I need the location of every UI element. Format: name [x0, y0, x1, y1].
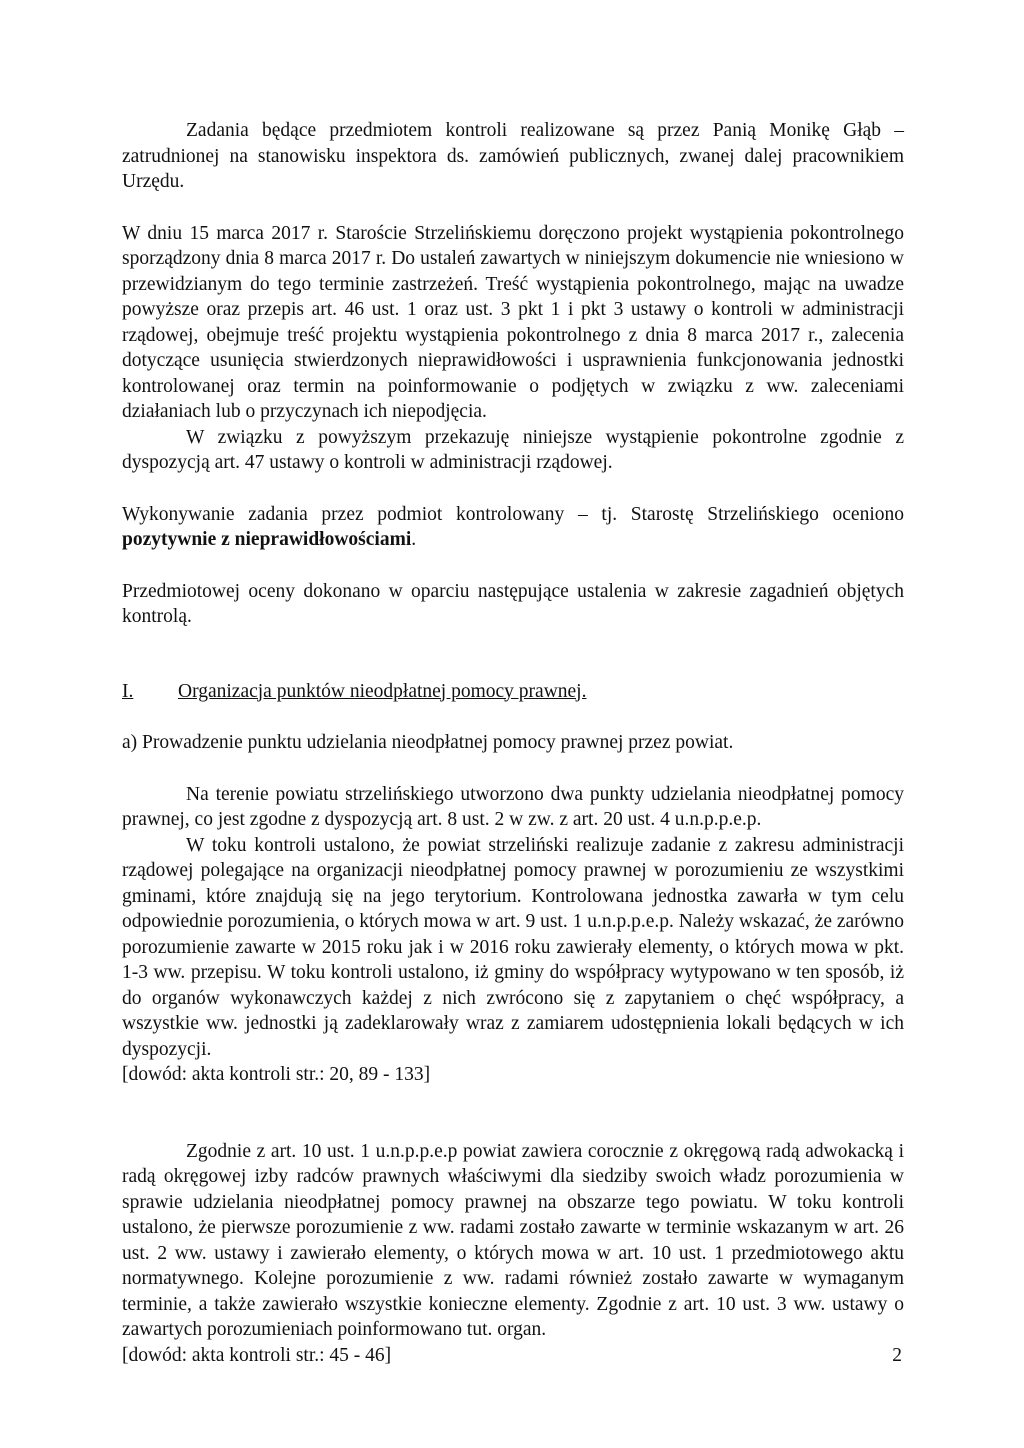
section-title: Organizacja punktów nieodpłatnej pomocy prawnej.: [178, 680, 587, 702]
paragraph-basis: Przedmiotowej oceny dokonano w oparciu następujące ustalenia w zakresie zagadnień objętych kontrolą.: [122, 580, 904, 627]
paragraph-inspector: Zadania będące przedmiotem kontroli realizowane są przez Panią Monikę Głąb – zatrudnionej na stanowisku inspektora ds. zamówień publicznych, zwanej dalej pracownikiem Urzędu.: [122, 120, 904, 192]
evidence-citation-2: [dowód: akta kontroli str.: 45 - 46]: [122, 1344, 392, 1366]
paragraph-transfer: W związku z powyższym przekazuję niniejsze wystąpienie pokontrolne zgodnie z dyspozycją art. 47 ustawy o kontroli w administracji rządowej.: [122, 426, 904, 473]
paragraph-agreements: W toku kontroli ustalono, że powiat strzeliński realizuje zadanie z zakresu administracji rządowej polegające na organizacji nieodpłatnej pomocy prawnej w porozumieniu ze wszystkimi gminami, które znajdują się na jego terytorium. Kontrolowana jednostka zawarła w tym celu odpowiednie porozumienia, o których mowa w art. 9 ust. 1 u.n.p.p.e.p. Należy wskazać, że zarówno porozumienie zawarte w 2015 roku jak i w 2016 roku zawierały elementy, o których mowa w pkt. 1-3 ww. przepisu. W toku kontroli ustalono, iż gminy do współpracy wytypowano w ten sposób, iż do organów wykonawczych każdej z nich zwrócono się z zapytaniem o chęć współpracy, a wszystkie ww. jednostki ją zadeklarowały wraz z zamiarem udostępnienia lokali będących w ich dyspozycji.: [122, 834, 904, 1060]
paragraph-points: Na terenie powiatu strzelińskiego utworzono dwa punkty udzielania nieodpłatnej pomocy prawnej, co jest zgodne z dyspozycją art. 8 ust. 2 w zw. z art. 20 ust. 4 u.n.p.p.e.p.: [122, 783, 904, 830]
assessment-result: pozytywnie z nieprawidłowościami: [122, 529, 412, 550]
section-number: I.: [122, 680, 134, 702]
document-page: [122, 118, 904, 1368]
evidence-citation-1: [dowód: akta kontroli str.: 20, 89 - 133]: [122, 1064, 431, 1085]
paragraph-assessment: [122, 502, 904, 553]
section-heading: [122, 679, 904, 705]
assessment-end: .: [411, 529, 417, 550]
assessment-text: Wykonywanie zadania przez podmiot kontrolowany – tj. Starostę Strzelińskiego oceniono: [122, 503, 904, 525]
paragraph-councils: Zgodnie z art. 10 ust. 1 u.n.p.p.e.p powiat zawiera corocznie z okręgową radą adwokacką i radą okręgowej izby radców prawnych właściwymi dla siedziby swoich władz porozumienia w sprawie udzielania nieodpłatnej pomocy prawnej na obszarze tego powiatu. W toku kontroli ustalono, że pierwsze porozumienie z ww. radami zostało zawarte w terminie wskazanym w art. 26 ust. 2 ww. ustawy i zawierało elementy, o których mowa w art. 10 ust. 1 przedmiotowego aktu normatywnego. Kolejne porozumienie z ww. radami również zostało zawarte w wymaganym terminie, a także zawierało wszystkie konieczne elementy. Zgodnie z art. 10 ust. 3 ww. ustawy o zawartych porozumieniach poinformowano tut. organ.: [122, 1140, 904, 1340]
paragraph-delivery: W dniu 15 marca 2017 r. Staroście Strzelińskiemu doręczono projekt wystąpienia pokontrolnego sporządzony dnia 8 marca 2017 r. Do ustaleń zawartych w niniejszym dokumencie nie wniesiono w przewidzianym do tego terminie zastrzeżeń. Treść wystąpienia pokontrolnego, mając na uwadze powyższe oraz przepis art. 46 ust. 1 oraz ust. 3 pkt 1 i pkt 3 ustawy o kontroli w administracji rządowej, obejmuje treść projektu wystąpienia pokontrolnego z dnia 8 marca 2017 r., zalecenia dotyczące usunięcia stwierdzonych nieprawidłowości i usprawnienia funkcjonowania jednostki kontrolowanej oraz termin na poinformowanie o podjętych w związku z ww. zaleceniami działaniach lub o przyczynach ich niepodjęcia.: [122, 222, 904, 422]
page-number: 2: [892, 1345, 902, 1366]
subsection-a: a) Prowadzenie punktu udzielania nieodpłatnej pomocy prawnej przez powiat.: [122, 732, 734, 753]
